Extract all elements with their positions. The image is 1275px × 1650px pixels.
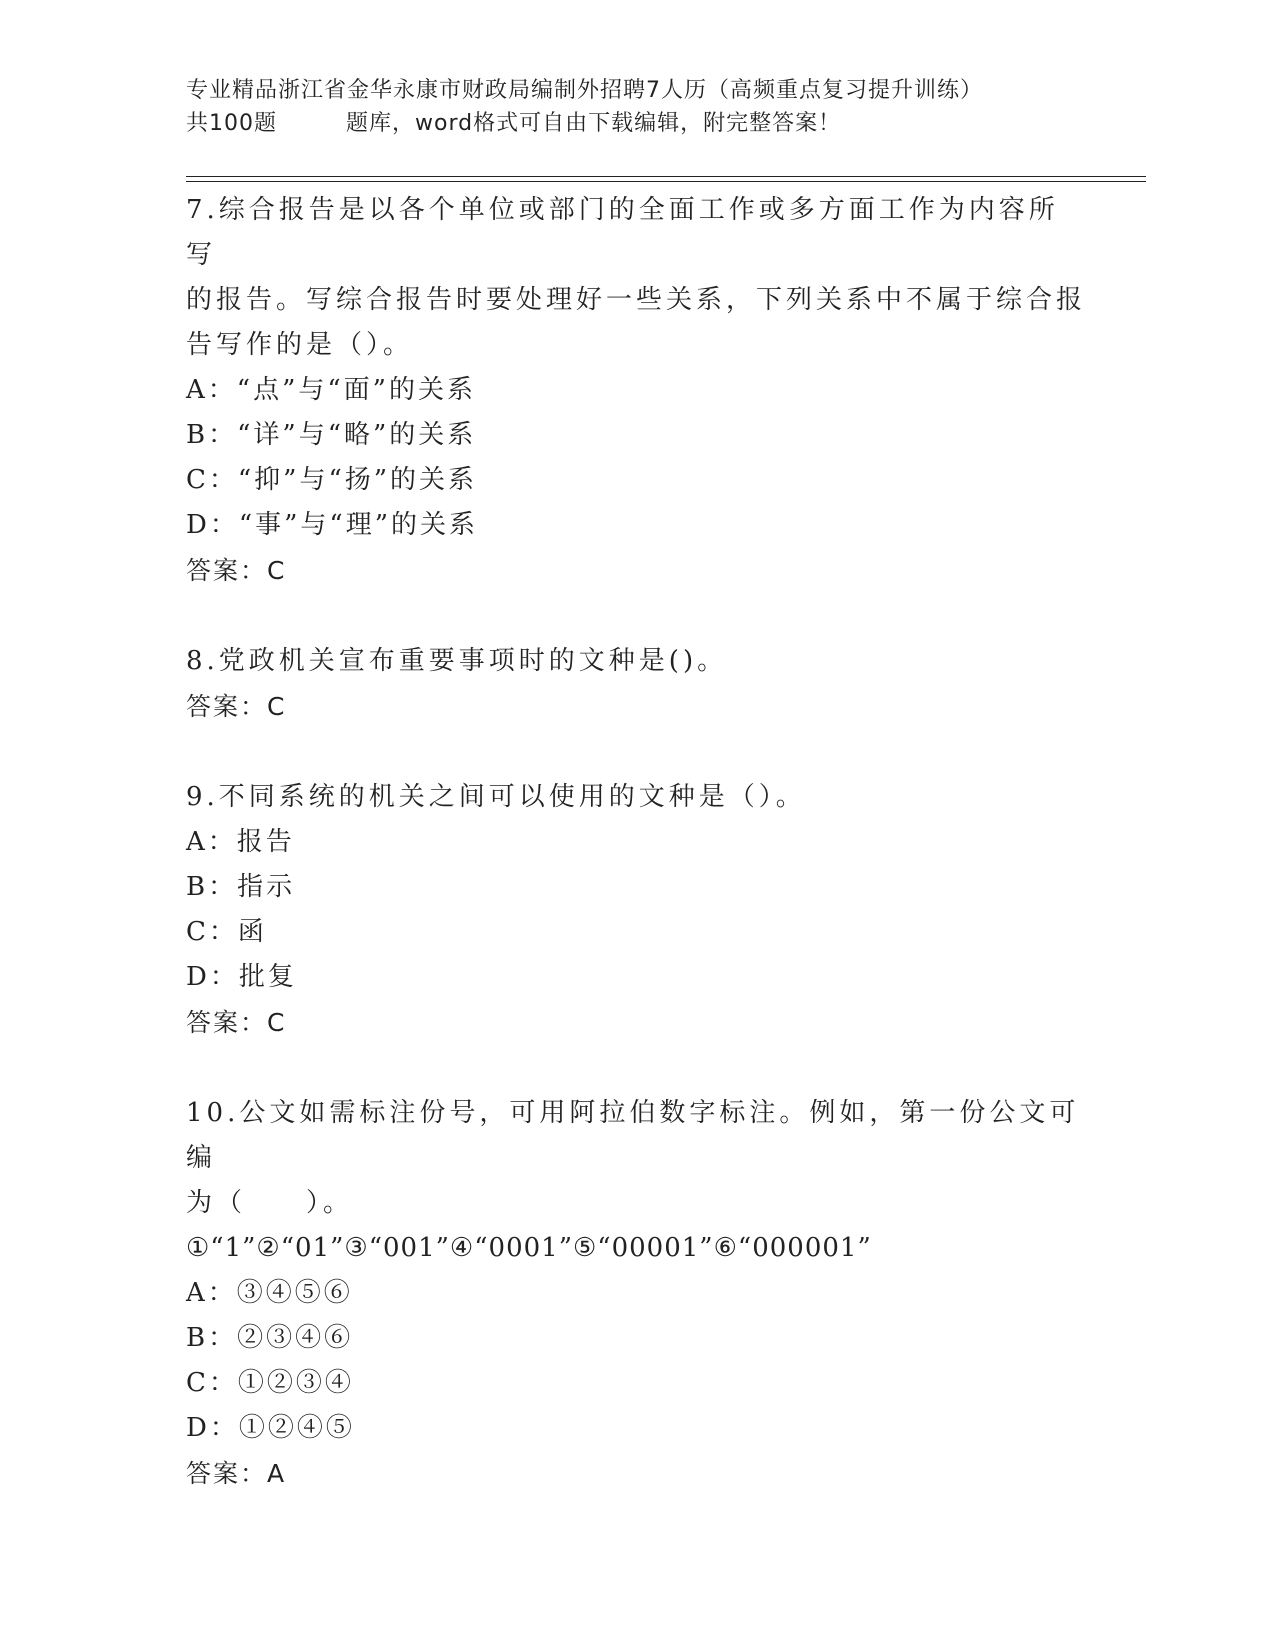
answer-label: 答案：C bbox=[186, 692, 287, 721]
question-text-line: 8.党政机关宣布重要事项时的文种是()。 bbox=[186, 646, 728, 676]
header-title: 专业精品浙江省金华永康市财政局编制外招聘7人历（高频重点复习提升训练） bbox=[186, 78, 983, 103]
option-c: C：函 bbox=[186, 917, 267, 947]
option-d: D：①②④⑤ bbox=[186, 1413, 355, 1443]
question-item bbox=[186, 188, 1086, 593]
header-description: 题库，word格式可自由下载编辑，附完整答案！ bbox=[346, 111, 842, 136]
question-text-line: 10.公文如需标注份号，可用阿拉伯数字标注。例如，第一份公文可编 bbox=[186, 1098, 1080, 1173]
answer-label: 答案：C bbox=[186, 1008, 287, 1037]
option-a: A：“点”与“面”的关系 bbox=[186, 375, 476, 405]
answer-label: 答案：A bbox=[186, 1459, 287, 1488]
question-text-line: 的报告。写综合报告时要处理好一些关系，下列关系中不属于综合报 bbox=[186, 285, 1087, 315]
option-b: B：指示 bbox=[186, 872, 296, 902]
option-d: D：批复 bbox=[186, 962, 297, 992]
option-d: D：“事”与“理”的关系 bbox=[186, 510, 479, 540]
question-item bbox=[186, 775, 1086, 1045]
question-item bbox=[186, 639, 1086, 729]
header-divider-thick bbox=[186, 176, 1146, 177]
question-text-line: 7.综合报告是以各个单位或部门的全面工作或多方面工作为内容所写 bbox=[186, 195, 1059, 270]
question-text-line: 为（ ）。 bbox=[186, 1188, 354, 1218]
question-text-line: 9.不同系统的机关之间可以使用的文种是（）。 bbox=[186, 782, 806, 812]
question-text-line: 告写作的是（）。 bbox=[186, 330, 414, 360]
option-c: C：“抑”与“扬”的关系 bbox=[186, 465, 478, 495]
document-header bbox=[186, 74, 1086, 140]
option-b: B：“详”与“略”的关系 bbox=[186, 420, 477, 450]
option-a: A：报告 bbox=[186, 827, 295, 857]
question-list bbox=[186, 188, 1086, 1496]
question-spacer bbox=[186, 1045, 1086, 1091]
header-divider-thin bbox=[186, 181, 1146, 182]
header-subtitle bbox=[186, 107, 1086, 140]
question-spacer bbox=[186, 593, 1086, 639]
question-spacer bbox=[186, 729, 1086, 775]
option-b: B：②③④⑥ bbox=[186, 1323, 354, 1353]
header-question-count: 共100题 bbox=[186, 111, 277, 136]
serial-number-choices: ①“1”②“01”③“001”④“0001”⑤“00001”⑥“000001” bbox=[186, 1233, 872, 1263]
option-a: A：③④⑤⑥ bbox=[186, 1278, 353, 1308]
question-item bbox=[186, 1091, 1086, 1496]
option-c: C：①②③④ bbox=[186, 1368, 354, 1398]
answer-label: 答案：C bbox=[186, 556, 287, 585]
